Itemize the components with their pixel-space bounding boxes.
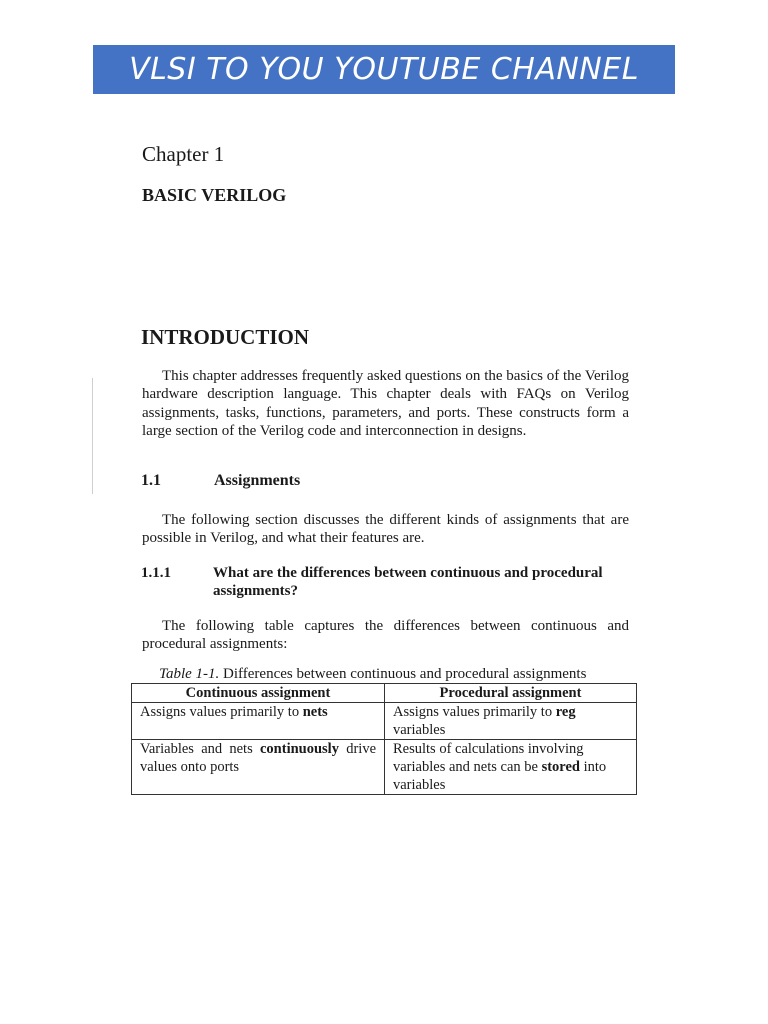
chapter-title: BASIC VERILOG bbox=[142, 185, 287, 205]
section-1-1-title: Assignments bbox=[214, 472, 301, 489]
cell-text: variables bbox=[393, 722, 446, 738]
table-cell bbox=[132, 740, 385, 795]
chapter-number: Chapter 1 bbox=[142, 142, 225, 166]
table-row bbox=[132, 740, 637, 795]
cell-text: Assigns values primarily to bbox=[140, 704, 303, 720]
cell-bold-text: reg bbox=[555, 704, 576, 720]
section-1-1-1-number: 1.1.1 bbox=[141, 565, 171, 581]
table-cell bbox=[132, 703, 385, 740]
section-1-1-number: 1.1 bbox=[141, 472, 161, 489]
table-intro-paragraph: The following table captures the differences between continuous and procedural assignments: bbox=[142, 618, 629, 653]
table-header-procedural: Procedural assignment bbox=[385, 684, 637, 703]
section-1-1-1-title: What are the differences between continuous and procedural assignments? bbox=[213, 565, 603, 599]
table-caption-label: Table 1-1. bbox=[159, 666, 220, 682]
cell-text: Assigns values primarily to bbox=[393, 704, 556, 720]
table-caption-text: Differences between continuous and procedural assignments bbox=[219, 666, 587, 682]
cell-text: Results of calculations involving variables and nets can be bbox=[393, 741, 584, 775]
comparison-table bbox=[131, 683, 637, 795]
table-header-row bbox=[132, 684, 637, 703]
table-caption bbox=[159, 666, 586, 683]
cell-bold-text: stored bbox=[541, 759, 580, 775]
table-header-continuous: Continuous assignment bbox=[132, 684, 385, 703]
channel-banner bbox=[93, 45, 675, 94]
banner-title: VLSI TO YOU YOUTUBE CHANNEL bbox=[129, 52, 639, 87]
assignments-paragraph: The following section discusses the different kinds of assignments that are possible in Verilog, and what their features are. bbox=[142, 512, 629, 547]
scan-edge-line bbox=[92, 378, 93, 494]
table-cell bbox=[385, 703, 637, 740]
introduction-heading: INTRODUCTION bbox=[141, 325, 310, 349]
introduction-paragraph: This chapter addresses frequently asked questions on the basics of the Verilog hardware description language. This chapter deals with FAQs on Verilog assignments, tasks, functions, parameters, and ports. These constructs form a large section of the Verilog code and interconnection in designs. bbox=[142, 368, 629, 440]
cell-bold-text: nets bbox=[302, 704, 328, 720]
cell-text: drive values onto ports bbox=[140, 741, 377, 775]
cell-text: into variables bbox=[393, 759, 607, 793]
cell-text: Variables and nets bbox=[140, 741, 260, 757]
table-row bbox=[132, 703, 637, 740]
table-cell bbox=[385, 740, 637, 795]
cell-bold-text: continuously bbox=[259, 741, 339, 757]
